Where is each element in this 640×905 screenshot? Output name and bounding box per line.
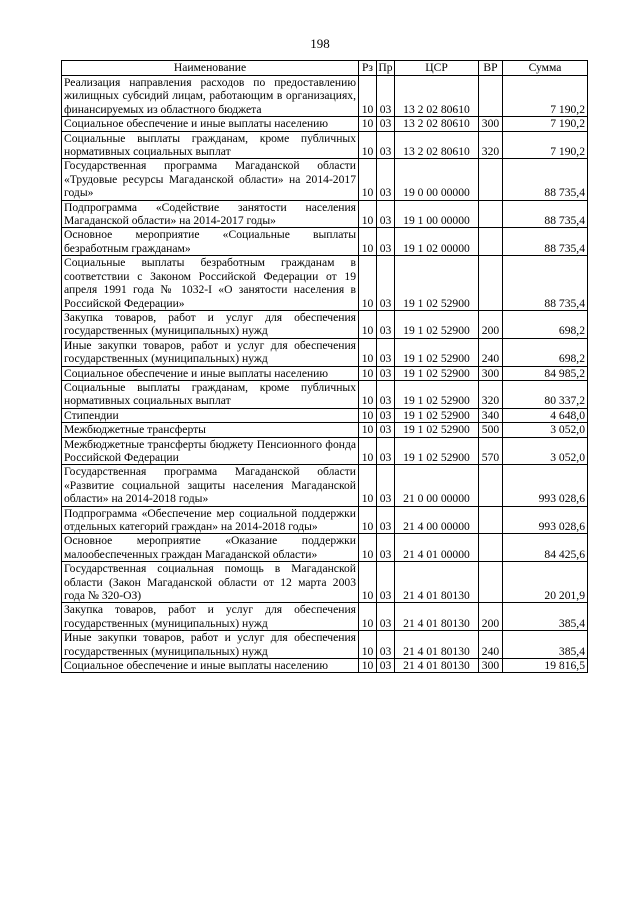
cell-vr: 320	[479, 131, 503, 159]
cell-sum: 7 190,2	[503, 131, 588, 159]
cell-pr: 03	[377, 659, 395, 673]
table-row	[62, 117, 588, 131]
cell-sum: 3 052,0	[503, 423, 588, 437]
header-vr: ВР	[479, 61, 503, 76]
table-row	[62, 380, 588, 408]
cell-rz: 10	[359, 117, 377, 131]
cell-rz: 10	[359, 228, 377, 256]
cell-pr: 03	[377, 437, 395, 465]
cell-csr: 19 1 02 52900	[395, 310, 479, 338]
cell-rz: 10	[359, 159, 377, 200]
cell-vr: 200	[479, 603, 503, 631]
table-row	[62, 338, 588, 366]
table-row	[62, 562, 588, 603]
cell-rz: 10	[359, 76, 377, 117]
cell-name: Социальные выплаты гражданам, кроме публичных нормативных социальных выплат	[62, 131, 359, 159]
table-row	[62, 131, 588, 159]
table-row	[62, 659, 588, 673]
cell-pr: 03	[377, 534, 395, 562]
header-pr: Пр	[378, 61, 393, 75]
cell-name: Социальные выплаты безработным гражданам в соответствии с Законом Российской Федерации от 19 апреля 1991 года № 1032-I «О занятости населения в Российской Федерации»	[62, 256, 359, 311]
cell-sum: 20 201,9	[503, 562, 588, 603]
budget-table	[61, 60, 588, 673]
cell-rz: 10	[359, 131, 377, 159]
cell-name: Закупка товаров, работ и услуг для обеспечения государственных (муниципальных) нужд	[62, 603, 359, 631]
cell-vr: 340	[479, 408, 503, 422]
cell-vr	[479, 506, 503, 534]
cell-rz: 10	[359, 534, 377, 562]
cell-csr: 19 1 02 52900	[395, 338, 479, 366]
cell-pr: 03	[377, 76, 395, 117]
cell-pr: 03	[377, 380, 395, 408]
cell-csr: 13 2 02 80610	[395, 117, 479, 131]
cell-pr: 03	[377, 366, 395, 380]
cell-pr: 03	[377, 310, 395, 338]
cell-vr: 300	[479, 366, 503, 380]
cell-name: Социальное обеспечение и иные выплаты населению	[62, 659, 359, 673]
cell-pr: 03	[377, 465, 395, 506]
cell-name: Основное мероприятие «Социальные выплаты безработным гражданам»	[62, 228, 359, 256]
cell-name: Социальные выплаты гражданам, кроме публичных нормативных социальных выплат	[62, 380, 359, 408]
cell-name: Государственная социальная помощь в Магаданской области (Закон Магаданской области от 12 марта 2003 года № 320-ОЗ)	[62, 562, 359, 603]
cell-csr: 19 1 02 52900	[395, 408, 479, 422]
cell-rz: 10	[359, 200, 377, 228]
cell-pr: 03	[377, 117, 395, 131]
cell-sum: 88 735,4	[503, 200, 588, 228]
cell-csr: 19 1 02 52900	[395, 423, 479, 437]
cell-pr: 03	[377, 423, 395, 437]
cell-vr	[479, 465, 503, 506]
cell-sum: 385,4	[503, 603, 588, 631]
cell-vr	[479, 200, 503, 228]
cell-pr: 03	[377, 159, 395, 200]
cell-vr: 300	[479, 117, 503, 131]
table-row	[62, 76, 588, 117]
header-name: Наименование	[62, 61, 359, 76]
cell-pr: 03	[377, 256, 395, 311]
cell-rz: 10	[359, 465, 377, 506]
cell-pr: 03	[377, 562, 395, 603]
cell-vr: 500	[479, 423, 503, 437]
cell-vr	[479, 534, 503, 562]
table-row	[62, 534, 588, 562]
cell-csr: 21 4 00 00000	[395, 506, 479, 534]
cell-vr: 570	[479, 437, 503, 465]
cell-csr: 13 2 02 80610	[395, 76, 479, 117]
cell-sum: 385,4	[503, 631, 588, 659]
cell-name: Государственная программа Магаданской области «Трудовые ресурсы Магаданской области» на 2014-2017 годы»	[62, 159, 359, 200]
cell-rz: 10	[359, 380, 377, 408]
page-number: 198	[310, 36, 330, 51]
cell-sum: 698,2	[503, 338, 588, 366]
cell-sum: 80 337,2	[503, 380, 588, 408]
cell-name: Иные закупки товаров, работ и услуг для обеспечения государственных (муниципальных) нужд	[62, 631, 359, 659]
cell-rz: 10	[359, 631, 377, 659]
cell-pr: 03	[377, 408, 395, 422]
cell-rz: 10	[359, 408, 377, 422]
cell-name: Стипендии	[62, 408, 359, 422]
cell-csr: 19 0 00 00000	[395, 159, 479, 200]
cell-vr: 240	[479, 631, 503, 659]
cell-name: Иные закупки товаров, работ и услуг для обеспечения государственных (муниципальных) нужд	[62, 338, 359, 366]
cell-pr: 03	[377, 131, 395, 159]
cell-name: Подпрограмма «Содействие занятости населения Магаданской области» на 2014-2017 годы»	[62, 200, 359, 228]
table-row	[62, 506, 588, 534]
cell-vr	[479, 562, 503, 603]
cell-csr: 21 4 01 80130	[395, 631, 479, 659]
header-csr: ЦСР	[395, 61, 479, 76]
cell-pr: 03	[377, 228, 395, 256]
cell-csr: 19 1 02 52900	[395, 366, 479, 380]
cell-sum: 4 648,0	[503, 408, 588, 422]
cell-pr: 03	[377, 200, 395, 228]
header-rz: Рз	[359, 61, 377, 76]
cell-rz: 10	[359, 338, 377, 366]
cell-csr: 19 1 02 00000	[395, 228, 479, 256]
cell-csr: 21 4 01 80130	[395, 659, 479, 673]
table-row	[62, 256, 588, 311]
cell-csr: 21 4 01 80130	[395, 562, 479, 603]
cell-vr: 300	[479, 659, 503, 673]
cell-sum: 3 052,0	[503, 437, 588, 465]
cell-rz: 10	[359, 506, 377, 534]
cell-sum: 7 190,2	[503, 76, 588, 117]
cell-vr: 240	[479, 338, 503, 366]
cell-csr: 21 4 01 00000	[395, 534, 479, 562]
cell-name: Межбюджетные трансферты бюджету Пенсионного фонда Российской Федерации	[62, 437, 359, 465]
cell-name: Закупка товаров, работ и услуг для обеспечения государственных (муниципальных) нужд	[62, 310, 359, 338]
cell-vr	[479, 159, 503, 200]
cell-vr: 320	[479, 380, 503, 408]
cell-rz: 10	[359, 603, 377, 631]
cell-rz: 10	[359, 562, 377, 603]
table-row	[62, 408, 588, 422]
cell-csr: 21 4 01 80130	[395, 603, 479, 631]
table-row	[62, 310, 588, 338]
cell-sum: 698,2	[503, 310, 588, 338]
cell-rz: 10	[359, 423, 377, 437]
table-row	[62, 200, 588, 228]
table-row	[62, 366, 588, 380]
cell-sum: 19 816,5	[503, 659, 588, 673]
table-header-row	[62, 61, 588, 76]
cell-rz: 10	[359, 659, 377, 673]
cell-csr: 19 1 00 00000	[395, 200, 479, 228]
cell-csr: 13 2 02 80610	[395, 131, 479, 159]
cell-vr: 200	[479, 310, 503, 338]
cell-rz: 10	[359, 437, 377, 465]
table-row	[62, 631, 588, 659]
cell-vr	[479, 76, 503, 117]
cell-rz: 10	[359, 310, 377, 338]
cell-name: Межбюджетные трансферты	[62, 423, 359, 437]
cell-sum: 7 190,2	[503, 117, 588, 131]
cell-csr: 21 0 00 00000	[395, 465, 479, 506]
cell-rz: 10	[359, 366, 377, 380]
table-row	[62, 437, 588, 465]
header-sum: Сумма	[503, 61, 588, 76]
cell-sum: 84 985,2	[503, 366, 588, 380]
cell-sum: 88 735,4	[503, 159, 588, 200]
cell-rz: 10	[359, 256, 377, 311]
cell-vr	[479, 256, 503, 311]
cell-pr: 03	[377, 506, 395, 534]
table-row	[62, 465, 588, 506]
cell-sum: 993 028,6	[503, 465, 588, 506]
cell-name: Социальное обеспечение и иные выплаты населению	[62, 117, 359, 131]
cell-name: Основное мероприятие «Оказание поддержки малообеспеченных граждан Магаданской области»	[62, 534, 359, 562]
cell-sum: 88 735,4	[503, 256, 588, 311]
cell-name: Государственная программа Магаданской области «Развитие социальной защиты населения Магаданской области» на 2014-2018 годы»	[62, 465, 359, 506]
cell-sum: 88 735,4	[503, 228, 588, 256]
cell-pr: 03	[377, 338, 395, 366]
cell-sum: 84 425,6	[503, 534, 588, 562]
table-row	[62, 159, 588, 200]
cell-csr: 19 1 02 52900	[395, 256, 479, 311]
cell-pr: 03	[377, 603, 395, 631]
cell-sum: 993 028,6	[503, 506, 588, 534]
table-row	[62, 423, 588, 437]
cell-name: Реализация направления расходов по предоставлению жилищных субсидий лицам, работающим в организациях, финансируемых из областного бюджета	[62, 76, 359, 117]
cell-csr: 19 1 02 52900	[395, 380, 479, 408]
table-row	[62, 228, 588, 256]
cell-csr: 19 1 02 52900	[395, 437, 479, 465]
table-row	[62, 603, 588, 631]
cell-pr: 03	[377, 631, 395, 659]
cell-name: Социальное обеспечение и иные выплаты населению	[62, 366, 359, 380]
cell-vr	[479, 228, 503, 256]
cell-name: Подпрограмма «Обеспечение мер социальной поддержки отдельных категорий граждан» на 2014-2018 годы»	[62, 506, 359, 534]
